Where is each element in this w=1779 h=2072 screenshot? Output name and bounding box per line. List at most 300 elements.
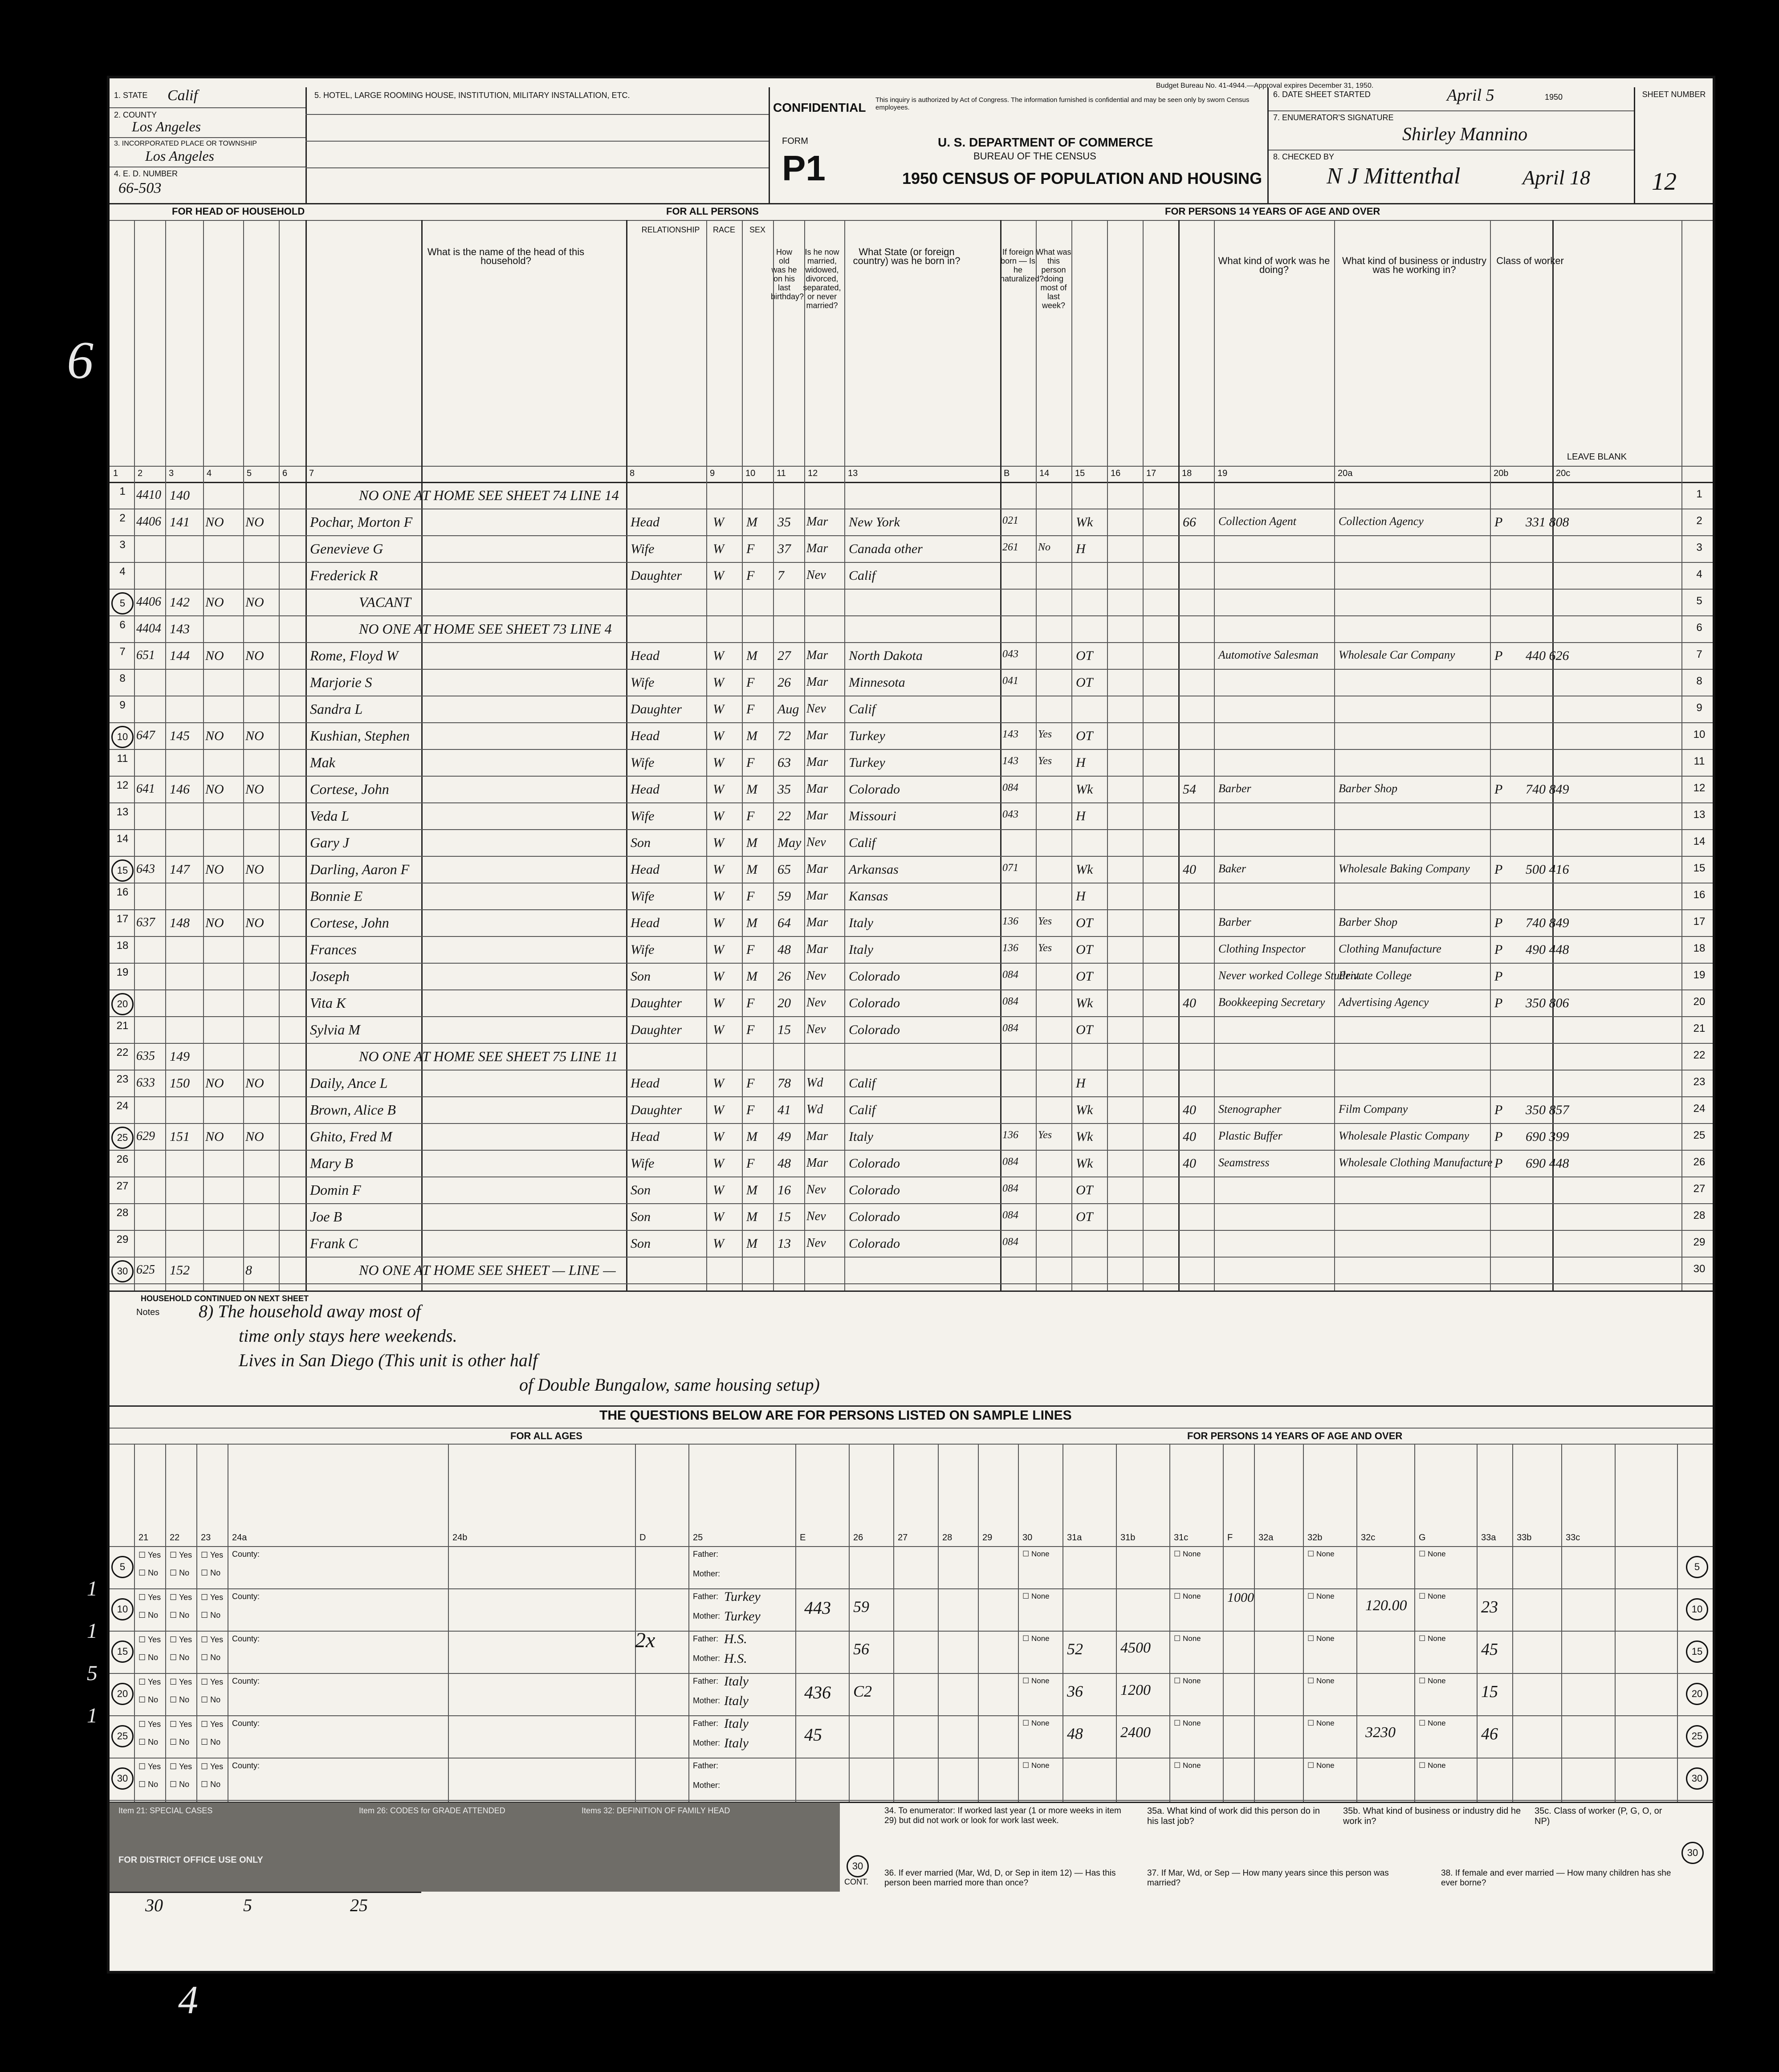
cell-house: 4406 [136, 515, 161, 529]
ed-label: 4. E. D. NUMBER [114, 169, 178, 178]
cell-dwelling: 149 [170, 1049, 190, 1064]
footer-special-cases: Item 21: SPECIAL CASES [118, 1806, 213, 1815]
grid-column-line [1214, 220, 1215, 1290]
cell-mar: Nev [806, 568, 826, 582]
cell-race: W [713, 1236, 724, 1251]
cell-nat: Yes [1038, 729, 1052, 740]
father-label: Father: [693, 1677, 719, 1685]
cell-ind: Wholesale Clothing Manufacture [1339, 1156, 1493, 1169]
sample-row-line [110, 1546, 1713, 1547]
cell-act: OT [1076, 1209, 1093, 1224]
line-number-right: 19 [1693, 969, 1706, 981]
cell-rel: Head [631, 1129, 659, 1144]
confidential-label: CONFIDENTIAL [773, 101, 866, 114]
line-number: 26 [116, 1153, 129, 1165]
none-checkbox[interactable]: ☐ None [1419, 1634, 1446, 1643]
cell-dwelling: 148 [170, 916, 190, 930]
cell-sex: M [746, 862, 757, 877]
cell-act: OT [1076, 942, 1093, 957]
yes-checkbox[interactable]: ☐ Yes [201, 1551, 224, 1559]
sample-column-number: 32b [1307, 1533, 1323, 1543]
cell-rel: Daughter [631, 1022, 682, 1037]
yes-checkbox[interactable]: ☐ Yes [138, 1720, 161, 1729]
yes-checkbox[interactable]: ☐ Yes [201, 1720, 224, 1729]
grid-column-line [1000, 220, 1001, 1290]
footer-tally-3: 25 [350, 1895, 368, 1915]
cell-ind: Barber Shop [1339, 916, 1398, 928]
no-checkbox[interactable]: ☐ No [170, 1653, 190, 1662]
cell-birth: Colorado [849, 1236, 900, 1251]
cell-race: W [713, 702, 724, 716]
none-checkbox[interactable]: ☐ None [1307, 1761, 1335, 1770]
cell-race: W [713, 942, 724, 957]
sample-row-line [110, 1673, 1713, 1674]
cell-act: Wk [1076, 996, 1093, 1010]
none-checkbox[interactable]: ☐ None [1174, 1592, 1201, 1600]
cell-cls: P [1494, 1129, 1503, 1144]
cell-mar: Wd [806, 1103, 823, 1116]
grid-row-line [110, 963, 1713, 964]
mother-label: Mother: [693, 1696, 721, 1705]
footer-definition: Items 32: DEFINITION OF FAMILY HEAD [582, 1806, 730, 1815]
cell-house: 647 [136, 729, 155, 742]
cell-race: W [713, 1076, 724, 1091]
cell-code: 021 [1002, 515, 1018, 526]
cell-cls: P [1494, 782, 1503, 797]
cell-age: 41 [778, 1103, 791, 1117]
enumerator-block [1267, 87, 1714, 203]
cell-dwelling: 146 [170, 782, 190, 797]
none-checkbox[interactable]: ☐ None [1174, 1719, 1201, 1727]
cell-house: 651 [136, 648, 155, 662]
footer-tally-2: 5 [243, 1895, 252, 1915]
cell-house: 4410 [136, 488, 161, 502]
column-number: 10 [745, 468, 756, 478]
cell-mar: Mar [806, 729, 828, 742]
mother-label: Mother: [693, 1781, 721, 1790]
cell-sex: M [746, 916, 757, 930]
cell-farm: NO [205, 1129, 224, 1144]
column-number: 18 [1182, 468, 1192, 478]
none-checkbox[interactable]: ☐ None [1022, 1634, 1050, 1643]
none-checkbox[interactable]: ☐ None [1307, 1592, 1335, 1600]
none-checkbox[interactable]: ☐ None [1307, 1550, 1335, 1558]
line-number-right: 8 [1696, 675, 1702, 687]
sample-value-inc1: 4500 [1120, 1640, 1151, 1656]
cell-age: 72 [778, 729, 791, 743]
grid-row-line [110, 989, 1713, 990]
sample-column-line [893, 1444, 894, 1802]
cell-act: H [1076, 809, 1086, 823]
none-checkbox[interactable]: ☐ None [1174, 1677, 1201, 1685]
cell-code: 043 [1002, 809, 1018, 820]
cell-age: 22 [778, 809, 791, 823]
sample-value-weeks: 36 [1067, 1682, 1083, 1700]
sample-column-line [165, 1444, 166, 1802]
cell-birth: Calif [849, 1103, 876, 1117]
none-checkbox[interactable]: ☐ None [1419, 1592, 1446, 1600]
cell-mar: Mar [806, 675, 828, 689]
no-checkbox[interactable]: ☐ No [138, 1568, 159, 1577]
cell-act: H [1076, 541, 1086, 556]
person-name: Darling, Aaron F [310, 861, 410, 877]
cell-hrs: 54 [1183, 782, 1196, 797]
cell-rel: Son [631, 835, 651, 850]
cell-lb: 440 626 [1526, 648, 1569, 663]
yes-checkbox[interactable]: ☐ Yes [201, 1762, 224, 1771]
cell-dwelling: 144 [170, 648, 190, 663]
cell-dwelling: 147 [170, 862, 190, 877]
left-margin-tally: 1 [87, 1577, 98, 1600]
grid-row-line [110, 722, 1713, 723]
sample-value-war: 23 [1481, 1598, 1498, 1616]
enumerator-signature: Shirley Mannino [1402, 124, 1528, 145]
line-number-right: 7 [1696, 648, 1702, 660]
grid-row-line [110, 1043, 1713, 1044]
county-label: County: [232, 1677, 260, 1685]
person-name: Bonnie E [310, 888, 363, 904]
person-name: VACANT [359, 594, 411, 610]
cell-farm: NO [205, 515, 224, 529]
none-checkbox[interactable]: ☐ None [1022, 1719, 1050, 1727]
note-line-2: time only stays here weekends. [239, 1326, 457, 1346]
cell-sex: F [746, 1076, 755, 1091]
none-checkbox[interactable]: ☐ None [1419, 1719, 1446, 1727]
yes-checkbox[interactable]: ☐ Yes [170, 1635, 192, 1644]
date-label: 6. DATE SHEET STARTED [1273, 90, 1371, 99]
sample-column-line [1677, 1444, 1678, 1802]
cell-house: 629 [136, 1129, 155, 1143]
cell-cls: P [1494, 862, 1503, 877]
column-number: 20c [1556, 468, 1571, 478]
cell-sex: M [746, 648, 757, 663]
column-number: 4 [207, 468, 212, 478]
cell-mar: Mar [806, 1156, 828, 1170]
sample-line-circle-right: 10 [1686, 1598, 1708, 1620]
header-leave-blank: LEAVE BLANK [1567, 452, 1627, 462]
header-marital: Is he now married, widowed, divorced, separated, or never married? [803, 248, 841, 310]
cell-code: 084 [1002, 1022, 1018, 1034]
cell-rel: Head [631, 729, 659, 743]
cell-race: W [713, 916, 724, 930]
cell-mar: Nev [806, 702, 826, 716]
sample-column-number: 24a [232, 1533, 247, 1543]
checked-label: 8. CHECKED BY [1273, 152, 1335, 161]
none-checkbox[interactable]: ☐ None [1022, 1677, 1050, 1685]
grid-row-line [110, 1123, 1713, 1124]
cell-rel: Head [631, 782, 659, 797]
yes-checkbox[interactable]: ☐ Yes [170, 1551, 192, 1559]
line-number-right: 15 [1693, 862, 1706, 874]
sample-line-circle-right: 5 [1686, 1556, 1708, 1578]
grid-column-line [279, 220, 280, 1290]
line-number-right: 27 [1693, 1183, 1706, 1195]
grid-row-line [110, 535, 1713, 536]
sample-all-ages: FOR ALL AGES [510, 1430, 582, 1441]
person-name: Genevieve G [310, 541, 383, 557]
column-number: 7 [309, 468, 314, 478]
grid-column-line [305, 220, 307, 1290]
cell-birth: Calif [849, 835, 876, 850]
yes-checkbox[interactable]: ☐ Yes [170, 1762, 192, 1771]
none-checkbox[interactable]: ☐ None [1307, 1677, 1335, 1685]
sample-value-grade: C2 [853, 1682, 872, 1700]
cell-age: 7 [778, 568, 784, 583]
cell-sex: M [746, 1183, 757, 1197]
father-label: Father: [693, 1761, 719, 1770]
no-checkbox[interactable]: ☐ No [170, 1695, 190, 1704]
grid-row-line [110, 936, 1713, 937]
cell-race: W [713, 541, 724, 556]
cell-sex: M [746, 729, 757, 743]
no-checkbox[interactable]: ☐ No [138, 1653, 159, 1662]
header-birthplace: What State (or foreign country) was he born in? [853, 246, 961, 266]
cell-race: W [713, 729, 724, 743]
yes-checkbox[interactable]: ☐ Yes [201, 1593, 224, 1602]
cell-age: May [778, 835, 802, 850]
none-checkbox[interactable]: ☐ None [1022, 1761, 1050, 1770]
no-checkbox[interactable]: ☐ No [170, 1780, 190, 1789]
header-class: Class of worker [1496, 255, 1564, 266]
person-name: Rome, Floyd W [310, 647, 399, 664]
grid-column-line [1036, 220, 1037, 1290]
cell-sex: F [746, 675, 755, 690]
sample-value-weeks: 48 [1067, 1725, 1083, 1742]
column-number: 2 [138, 468, 143, 478]
cell-birth: Turkey [849, 755, 885, 770]
sample-column-number: 33c [1566, 1533, 1580, 1543]
cell-code: 084 [1002, 1183, 1018, 1194]
date-value: April 5 [1447, 86, 1494, 105]
cell-mar: Mar [806, 809, 828, 822]
none-checkbox[interactable]: ☐ None [1174, 1550, 1201, 1558]
cell-sex: F [746, 1022, 755, 1037]
grid-column-line [1334, 220, 1335, 1290]
father-label: Father: [693, 1592, 719, 1601]
none-checkbox[interactable]: ☐ None [1174, 1761, 1201, 1770]
cell-mar: Nev [806, 1022, 826, 1036]
line-number: 15 [111, 859, 134, 882]
cell-farm: NO [205, 595, 224, 610]
cell-lb: 500 416 [1526, 862, 1569, 877]
cell-lb: 350 806 [1526, 996, 1569, 1010]
father-label: Father: [693, 1719, 719, 1728]
cell-occ: Clothing Inspector [1218, 942, 1306, 955]
cell-occ: Stenographer [1218, 1103, 1282, 1115]
line-number: 8 [119, 672, 126, 684]
cell-dwelling: 152 [170, 1263, 190, 1278]
cell-age: 65 [778, 862, 791, 877]
left-margin-tally: 5 [87, 1661, 98, 1685]
none-checkbox[interactable]: ☐ None [1419, 1550, 1446, 1558]
cell-race: W [713, 1022, 724, 1037]
no-checkbox[interactable]: ☐ No [201, 1695, 221, 1704]
cell-age: 16 [778, 1183, 791, 1197]
none-checkbox[interactable]: ☐ None [1307, 1634, 1335, 1643]
sample-column-line [688, 1444, 689, 1802]
cell-farm: NO [205, 862, 224, 877]
cell-code: 261 [1002, 541, 1018, 553]
line-number: 28 [116, 1207, 129, 1219]
cell-dwelling: 151 [170, 1129, 190, 1144]
cell-age: 48 [778, 942, 791, 957]
cell-code: 136 [1002, 942, 1018, 954]
person-name: Frances [310, 941, 357, 957]
cell-sex: F [746, 541, 755, 556]
cell-birth: Italy [849, 916, 873, 930]
cell-sex: F [746, 889, 755, 904]
no-checkbox[interactable]: ☐ No [201, 1780, 221, 1789]
grid-column-line [626, 220, 627, 1290]
cell-birth: Italy [849, 942, 873, 957]
line-number: 4 [119, 566, 126, 578]
cell-act: OT [1076, 729, 1093, 743]
cell-mar: Mar [806, 782, 828, 796]
no-checkbox[interactable]: ☐ No [170, 1738, 190, 1746]
none-checkbox[interactable]: ☐ None [1419, 1761, 1446, 1770]
cell-lb: 490 448 [1526, 942, 1569, 957]
cell-cls: P [1494, 515, 1503, 529]
county-label: County: [232, 1634, 260, 1643]
sample-value-inc4: 3230 [1365, 1724, 1396, 1741]
census-title: 1950 CENSUS OF POPULATION AND HOUSING [902, 169, 1262, 187]
none-checkbox[interactable]: ☐ None [1022, 1550, 1050, 1558]
cell-farm: NO [205, 1076, 224, 1091]
line-number-right: 10 [1693, 729, 1706, 741]
cell-birth: Colorado [849, 969, 900, 984]
no-checkbox[interactable]: ☐ No [170, 1611, 190, 1620]
no-checkbox[interactable]: ☐ No [138, 1611, 159, 1620]
footer-q36: 36. If ever married (Mar, Wd, D, or Sep in item 12) — Has this person been married more than once? [884, 1868, 1116, 1888]
yes-checkbox[interactable]: ☐ Yes [170, 1720, 192, 1729]
column-number: 17 [1146, 468, 1156, 478]
form-id: P1 [782, 148, 826, 188]
yes-checkbox[interactable]: ☐ Yes [138, 1635, 161, 1644]
cell-act: OT [1076, 916, 1093, 930]
grid-row-line [110, 642, 1713, 643]
yes-checkbox[interactable]: ☐ Yes [138, 1593, 161, 1602]
grid-column-line [1490, 220, 1491, 1290]
cell-ind: Barber Shop [1339, 782, 1398, 795]
cell-ind: Film Company [1339, 1103, 1408, 1115]
sample-column-number: D [639, 1533, 646, 1543]
state-label: 1. STATE [114, 91, 148, 100]
cell-rel: Head [631, 648, 659, 663]
yes-checkbox[interactable]: ☐ Yes [138, 1551, 161, 1559]
cell-rel: Daughter [631, 1103, 682, 1117]
sample-column-line [1018, 1444, 1019, 1802]
cell-occ: Seamstress [1218, 1156, 1270, 1169]
cell-act: OT [1076, 675, 1093, 690]
line-number: 29 [116, 1233, 129, 1246]
cell-mar: Mar [806, 541, 828, 555]
cell-cls: P [1494, 1156, 1503, 1171]
sample-column-line [1169, 1444, 1170, 1802]
yes-checkbox[interactable]: ☐ Yes [201, 1677, 224, 1686]
none-checkbox[interactable]: ☐ None [1307, 1719, 1335, 1727]
line-number-right: 20 [1693, 996, 1706, 1008]
sample-value-inc3: 1000 [1227, 1590, 1254, 1605]
line-number-right: 18 [1693, 942, 1706, 954]
sample-row-line [110, 1715, 1713, 1716]
cell-acre: NO [245, 1129, 264, 1144]
person-name: Cortese, John [310, 781, 389, 797]
no-checkbox[interactable]: ☐ No [170, 1568, 190, 1577]
sample-row-line [110, 1588, 1713, 1589]
cell-hrs: 40 [1183, 996, 1196, 1010]
no-checkbox[interactable]: ☐ No [138, 1738, 159, 1746]
footer-grade-codes: Item 26: CODES for GRADE ATTENDED [359, 1806, 505, 1815]
cell-acre: 8 [245, 1263, 252, 1278]
cell-hrs: 40 [1183, 1129, 1196, 1144]
sample-column-line [635, 1444, 636, 1802]
footer-q34: 34. To enumerator: If worked last year (1 or more weeks in item 29) but did not work or look for work last week. [884, 1806, 1121, 1825]
cell-nat: No [1038, 541, 1051, 553]
cell-race: W [713, 1209, 724, 1224]
none-checkbox[interactable]: ☐ None [1419, 1677, 1446, 1685]
yes-checkbox[interactable]: ☐ Yes [170, 1677, 192, 1686]
no-checkbox[interactable]: ☐ No [201, 1611, 221, 1620]
line-number: 14 [116, 833, 129, 845]
cell-age: 64 [778, 916, 791, 930]
none-checkbox[interactable]: ☐ None [1174, 1634, 1201, 1643]
no-checkbox[interactable]: ☐ No [201, 1738, 221, 1746]
header-occupation: What kind of work was he doing? [1218, 255, 1330, 275]
cell-race: W [713, 835, 724, 850]
cell-occ: Plastic Buffer [1218, 1129, 1282, 1142]
no-checkbox[interactable]: ☐ No [138, 1780, 159, 1789]
sample-column-number: 31c [1174, 1533, 1189, 1543]
sample-column-line [134, 1444, 135, 1802]
cell-nat: Yes [1038, 942, 1052, 954]
sample-row-line [110, 1758, 1713, 1759]
cell-rel: Daughter [631, 568, 682, 583]
cell-acre: NO [245, 916, 264, 930]
cell-mar: Mar [806, 916, 828, 929]
no-checkbox[interactable]: ☐ No [201, 1568, 221, 1577]
footer-q35a: 35a. What kind of work did this person do in his last job? [1147, 1806, 1320, 1826]
grid-column-line [706, 220, 707, 1290]
cell-birth: Minnesota [849, 675, 905, 690]
cell-race: W [713, 809, 724, 823]
yes-checkbox[interactable]: ☐ Yes [138, 1677, 161, 1686]
cell-sex: F [746, 1103, 755, 1117]
no-checkbox[interactable]: ☐ No [138, 1695, 159, 1704]
cell-farm: NO [205, 782, 224, 797]
grid-column-line [742, 220, 743, 1290]
cell-cls: P [1494, 916, 1503, 930]
yes-checkbox[interactable]: ☐ Yes [170, 1593, 192, 1602]
yes-checkbox[interactable]: ☐ Yes [138, 1762, 161, 1771]
cell-rel: Son [631, 1209, 651, 1224]
column-number: 5 [247, 468, 252, 478]
title-block [769, 87, 1267, 203]
yes-checkbox[interactable]: ☐ Yes [201, 1635, 224, 1644]
cell-cls: P [1494, 1103, 1503, 1117]
checked-date: April 18 [1523, 166, 1591, 189]
no-checkbox[interactable]: ☐ No [201, 1653, 221, 1662]
line-number-right: 25 [1693, 1129, 1706, 1141]
cell-code: 143 [1002, 729, 1018, 740]
none-checkbox[interactable]: ☐ None [1022, 1592, 1050, 1600]
page-mark: 4 [178, 1978, 198, 2022]
line-number: 21 [116, 1020, 129, 1032]
line-number-right: 16 [1693, 889, 1706, 901]
footer-q35b: 35b. What kind of business or industry did he work in? [1343, 1806, 1521, 1826]
cell-acre: NO [245, 862, 264, 877]
left-margin-tally: 1 [87, 1619, 98, 1643]
sample-line-circle: 10 [111, 1598, 134, 1620]
